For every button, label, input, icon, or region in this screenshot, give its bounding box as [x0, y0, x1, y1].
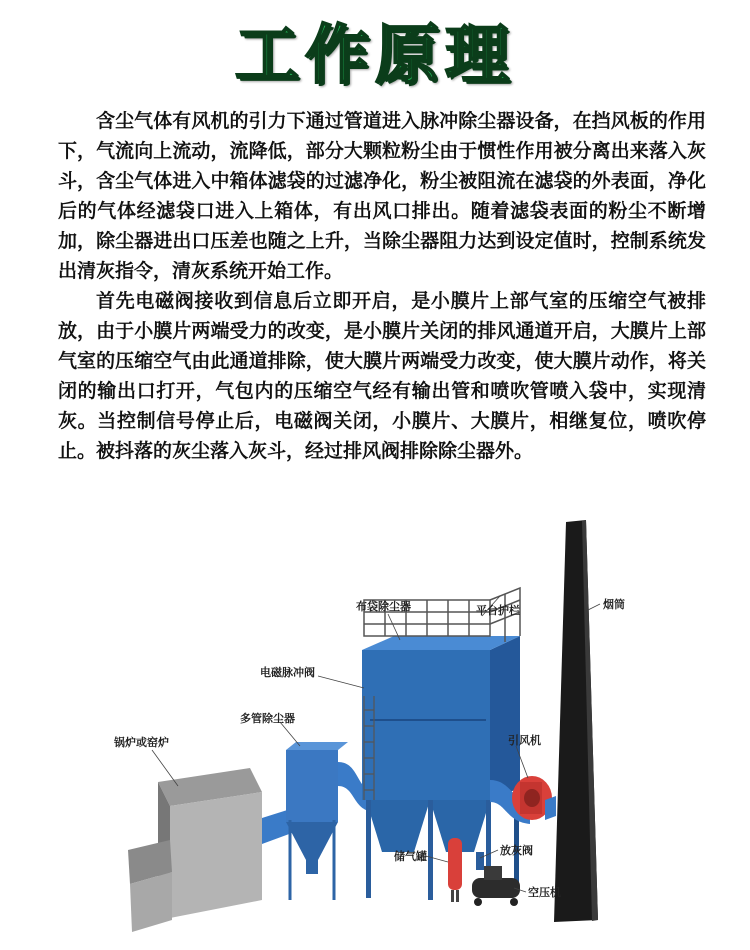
label-multi-tube: 多管除尘器 [240, 712, 295, 725]
description-text [58, 106, 706, 466]
label-discharge-valve: 放灰阀 [500, 844, 533, 857]
page-title: 工作原理 [235, 19, 515, 93]
label-bag-filter: 布袋除尘器 [356, 600, 411, 613]
label-fan: 引风机 [508, 734, 541, 747]
paragraph-1: 含尘气体有风机的引力下通过管道进入脉冲除尘器设备，在挡风板的作用下，气流向上流动，流降低，部分大颗粒粉尘由于惯性作用被分离出来落入灰斗，含尘气体进入中箱体滤袋的过滤净化，粉尘被阻流在滤袋的外表面，净化后的气体经滤袋口进入上箱体，有出风口排出。随着滤袋表面的粉尘不断增加，除尘器进出口压差也随之上升，当除尘器阻力达到设定值时，控制系统发出清灰指令，清灰系统开始工作。 [58, 110, 706, 282]
label-compressor: 空压机 [528, 886, 561, 899]
label-chimney: 烟筒 [603, 598, 625, 611]
label-solenoid-valve: 电磁脉冲阀 [260, 666, 315, 679]
discharge-valve [476, 852, 484, 870]
label-boiler: 锅炉或窑炉 [114, 736, 169, 749]
label-platform-rail: 平台护栏 [476, 604, 520, 617]
air-compressor [472, 866, 520, 906]
equipment-diagram [0, 500, 750, 950]
label-gas-tank: 储气罐 [394, 850, 427, 863]
boiler [128, 768, 262, 932]
gas-tank [448, 838, 462, 902]
paragraph-2: 首先电磁阀接收到信息后立即开启，是小膜片上部气室的压缩空气被排放，由于小膜片两端受力的改变，是小膜片关闭的排风通道开启，大膜片上部气室的压缩空气由此通道排除，使大膜片两端受力改变，使大膜片动作，将关闭的输出口打开，气包内的压缩空气经有输出管和喷吹管喷入袋中，实现清灰。当控制信号停止后，电磁阀关闭，小膜片、大膜片，相继复位，喷吹停止。被抖落的灰尘落入灰斗，经过排风阀排除除尘器外。 [58, 290, 706, 462]
bag-filter [362, 588, 520, 900]
